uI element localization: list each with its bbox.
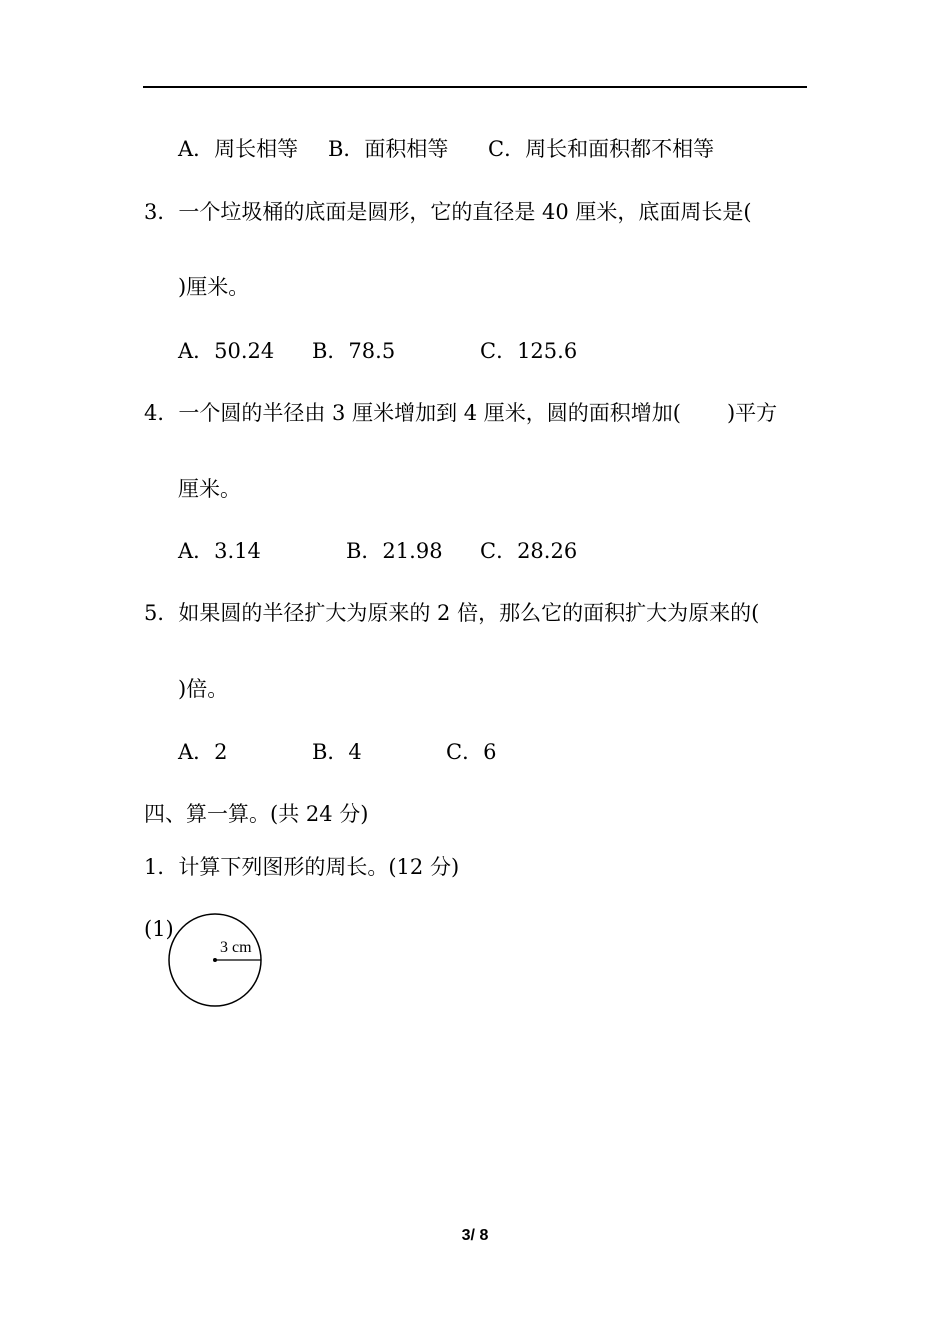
q3-text-line2: )厘米。 bbox=[178, 275, 250, 299]
q5-option-b: B．4 bbox=[312, 740, 362, 764]
q4-text-line1 bbox=[144, 400, 777, 426]
q3-option-b: B．78.5 bbox=[312, 339, 396, 363]
q4-option-c: C．28.26 bbox=[480, 539, 578, 563]
q4-text-before-blank: 4．一个圆的半径由 3 厘米增加到 4 厘米，圆的面积增加( bbox=[144, 401, 681, 425]
page-number: 3/ 8 bbox=[461, 1227, 489, 1244]
header-rule bbox=[143, 86, 807, 88]
center-dot bbox=[213, 958, 217, 962]
section-heading: 四、算一算。(共 24 分) bbox=[144, 802, 369, 826]
q2-option-a: A．周长相等 bbox=[178, 137, 299, 161]
q2-option-b: B．面积相等 bbox=[328, 137, 449, 161]
section-q1-text: 1．计算下列图形的周长。(12 分) bbox=[144, 855, 460, 879]
q5-text-line2: )倍。 bbox=[178, 677, 229, 701]
q4-option-b: B．21.98 bbox=[346, 539, 443, 563]
q5-option-a: A．2 bbox=[178, 740, 228, 764]
q4-option-a: A．3.14 bbox=[178, 539, 261, 563]
sub-question-label: (1) bbox=[144, 917, 174, 941]
q5-text-line1: 5．如果圆的半径扩大为原来的 2 倍，那么它的面积扩大为原来的( bbox=[144, 601, 760, 625]
radius-label: 3 cm bbox=[220, 939, 252, 956]
q4-text-after-blank: )平方 bbox=[726, 401, 778, 425]
q4-text-line2: 厘米。 bbox=[178, 477, 241, 501]
q3-text-line1: 3．一个垃圾桶的底面是圆形，它的直径是 40 厘米，底面周长是( bbox=[144, 200, 752, 224]
q5-option-c: C．6 bbox=[446, 740, 497, 764]
q3-option-a: A．50.24 bbox=[178, 339, 275, 363]
q2-option-c: C．周长和面积都不相等 bbox=[488, 137, 715, 161]
circle-figure bbox=[166, 912, 266, 1012]
q3-option-c: C．125.6 bbox=[480, 339, 578, 363]
